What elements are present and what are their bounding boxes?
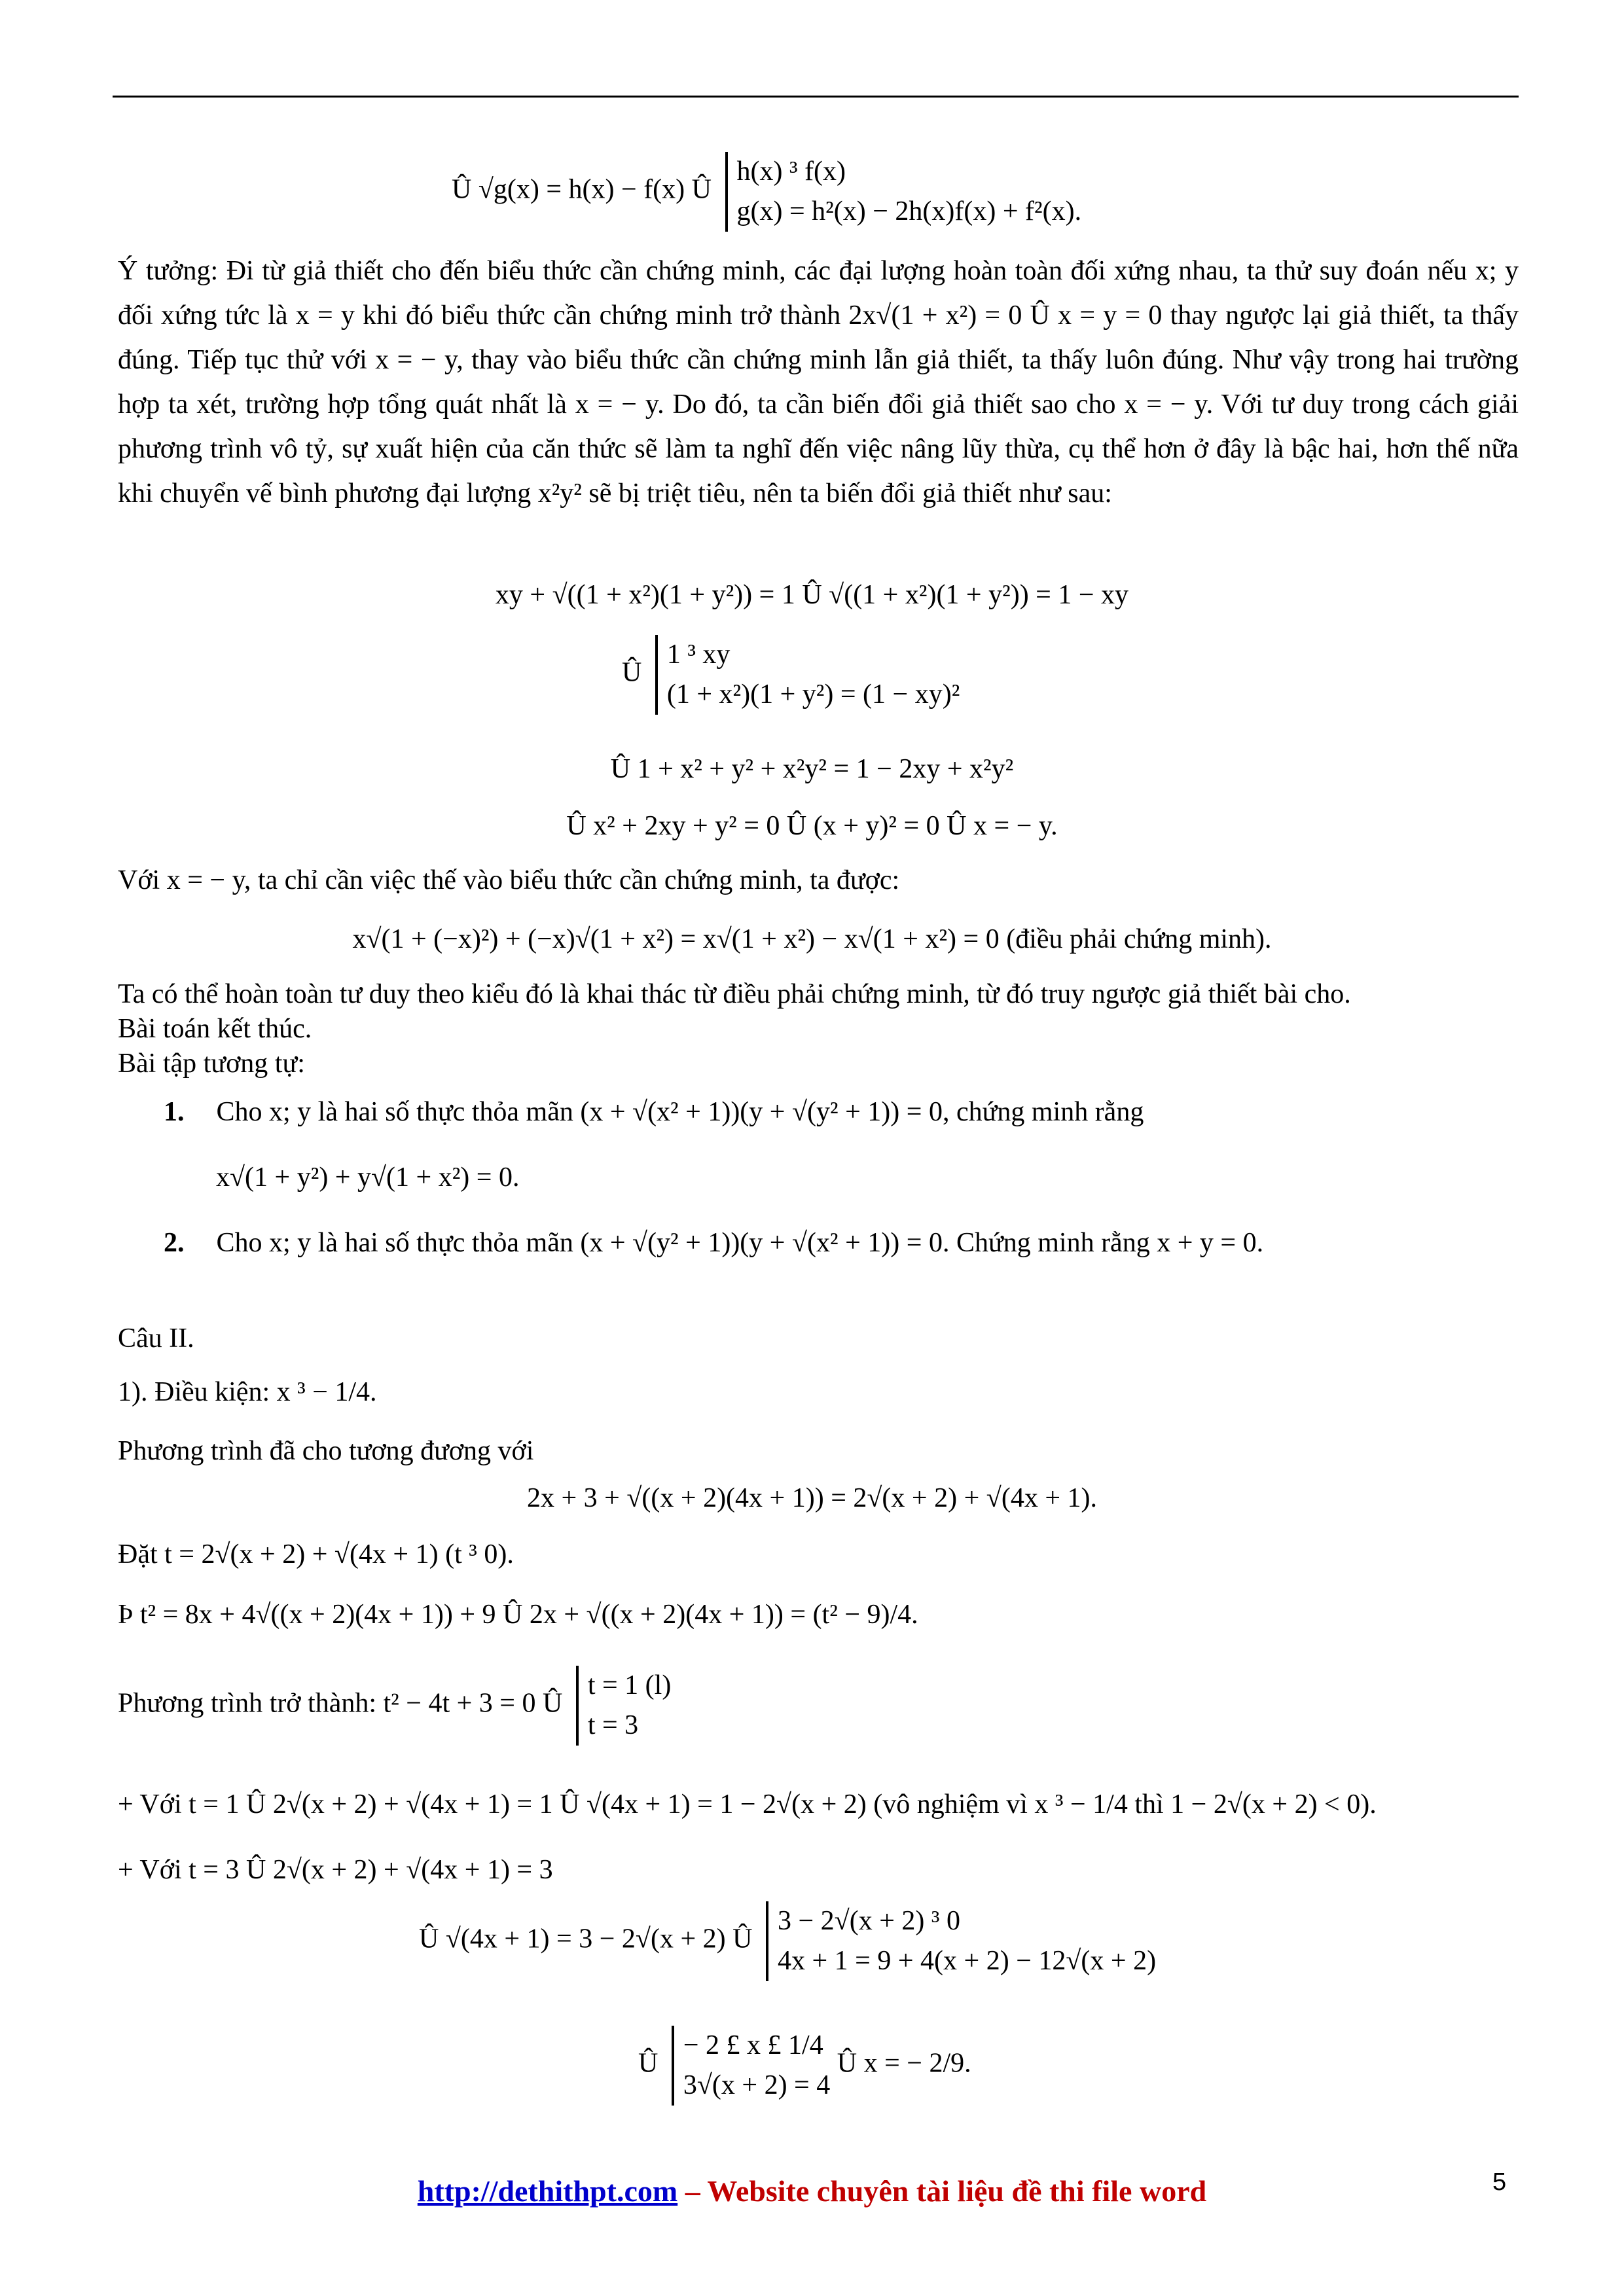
equation-2-line-1: 1 ³ xy [666, 639, 731, 670]
equation-11-line-2: 4x + 1 = 9 + 4(x + 2) − 12√(x + 2) [777, 1945, 1157, 1976]
equation-0-line-1: h(x) ³ f(x) [736, 156, 846, 187]
equivalent-equation-intro: Phương trình đã cho tương đương với [118, 1436, 534, 1466]
equation-12 [638, 2026, 971, 2106]
similar-exercises-heading: Bài tập tương tự: [118, 1049, 305, 1079]
equation-0 [452, 152, 1081, 232]
equation-12-result: Û x = − 2/9. [837, 2048, 971, 2079]
exercise-2-number: 2. [164, 1228, 185, 1258]
equation-12-system [672, 2026, 830, 2106]
equation-2-lead: Û [622, 657, 642, 688]
equation-0-line-2: g(x) = h²(x) − 2h(x)f(x) + f²(x). [736, 196, 1082, 226]
equation-12-line-2: 3√(x + 2) = 4 [683, 2070, 831, 2100]
equation-2 [622, 635, 960, 715]
equation-11 [419, 1901, 1156, 1981]
equation-11-system [766, 1901, 1156, 1981]
equation-1: xy + √((1 + x²)(1 + y²)) = 1 Û √((1 + x²)(1 + y²)) = 1 − xy [495, 580, 1129, 610]
exercise-2 [164, 1225, 1519, 1261]
equation-4: Û x² + 2xy + y² = 0 Û (x + y)² = 0 Û x = − y. [566, 811, 1058, 841]
equation-8 [118, 1666, 671, 1746]
page-number: 5 [1492, 2168, 1507, 2196]
equation-2-system [655, 635, 960, 715]
conclusion-paragraph: Ta có thể hoàn toàn tư duy theo kiểu đó là khai thác từ điều phải chứng minh, từ đó truy ngược giả thiết bài cho. [118, 979, 1351, 1009]
header-rule [113, 96, 1519, 98]
equation-3: Û 1 + x² + y² + x²y² = 1 − 2xy + x²y² [610, 754, 1014, 784]
condition-line: 1). Điều kiện: x ³ − 1/4. [118, 1377, 377, 1407]
equation-0-lead: Û √g(x) = h(x) − f(x) Û [452, 174, 712, 205]
substitution-paragraph: Với x = − y, ta chỉ cần việc thế vào biểu thức cần chứng minh, ta được: [118, 865, 900, 895]
equation-12-lead: Û [638, 2048, 659, 2079]
exercise-1-number: 1. [164, 1097, 185, 1127]
equation-8-line-2: t = 3 [587, 1710, 639, 1740]
equation-12-line-1: − 2 £ x £ 1/4 [683, 2030, 823, 2060]
equation-7: Þ t² = 8x + 4√((x + 2)(4x + 1)) + 9 Û 2x + √((x + 2)(4x + 1)) = (t² − 9)/4. [118, 1600, 918, 1630]
case-t-equals-1: + Với t = 1 Û 2√(x + 2) + √(4x + 1) = 1 Û √(4x + 1) = 1 − 2√(x + 2) (vô nghiệm vì x ³ − 1/4 thì 1 − 2√(x + 2) < 0). [118, 1789, 1377, 1820]
footer [0, 2172, 1624, 2211]
equation-5: x√(1 + (−x)²) + (−x)√(1 + x²) = x√(1 + x²) − x√(1 + x²) = 0 (điều phải chứng minh). [352, 924, 1272, 954]
exercise-2-statement: Cho x; y là hai số thực thỏa mãn (x + √(y² + 1))(y + √(x² + 1)) = 0. Chứng minh rằng x + y = 0. [216, 1228, 1264, 1258]
equation-8-lead: Phương trình trở thành: t² − 4t + 3 = 0 Û [118, 1688, 563, 1719]
equation-2-line-2: (1 + x²)(1 + y²) = (1 − xy)² [666, 679, 960, 709]
equation-11-lead: Û √(4x + 1) = 3 − 2√(x + 2) Û [419, 1924, 753, 1954]
equation-8-system [576, 1666, 672, 1746]
exercise-1 [164, 1094, 1519, 1130]
question-heading: Câu II. [118, 1323, 194, 1354]
end-note: Bài toán kết thúc. [118, 1014, 312, 1044]
exercise-1-statement: Cho x; y là hai số thực thỏa mãn (x + √(x² + 1))(y + √(y² + 1)) = 0, chứng minh rằng [216, 1097, 1144, 1127]
idea-paragraph: Ý tưởng: Đi từ giả thiết cho đến biểu thức cần chứng minh, các đại lượng hoàn toàn đối xứng nhau, ta thử suy đoán nếu x; y đối xứng tức là x = y khi đó biểu thức cần chứng minh trở thành 2x√(1 + x²) = 0 Û x = y = 0 thay ngược lại giả thiết, ta thấy đúng. Tiếp tục thử với x = − y, thay vào biểu thức cần chứng minh lẫn giả thiết, ta thấy luôn đúng. Như vậy trong hai trường hợp ta xét, trường hợp tổng quát nhất là x = − y. Do đó, ta cần biến đổi giả thiết sao cho x = − y. Với tư duy trong cách giải phương trình vô tỷ, sự xuất hiện của căn thức sẽ làm ta nghĩ đến việc nâng lũy thừa, cụ thể hơn ở đây là bậc hai, hơn thế nữa khi chuyển vế bình phương đại lượng x²y² sẽ bị triệt tiêu, nên ta biến đổi giả thiết như sau: [118, 256, 1519, 509]
footer-tagline: – Website chuyên tài liệu đề thi file word [677, 2174, 1207, 2208]
footer-link[interactable]: http://dethithpt.com [417, 2174, 678, 2208]
equation-0-system [725, 152, 1082, 232]
case-t-equals-3: + Với t = 3 Û 2√(x + 2) + √(4x + 1) = 3 [118, 1855, 553, 1885]
substitution-line: Đặt t = 2√(x + 2) + √(4x + 1) (t ³ 0). [118, 1539, 514, 1570]
equation-6: 2x + 3 + √((x + 2)(4x + 1)) = 2√(x + 2) + √(4x + 1). [526, 1483, 1097, 1513]
equation-8-line-1: t = 1 (l) [587, 1670, 672, 1700]
exercise-1-claim: x√(1 + y²) + y√(1 + x²) = 0. [216, 1162, 520, 1193]
equation-11-line-1: 3 − 2√(x + 2) ³ 0 [777, 1906, 960, 1936]
